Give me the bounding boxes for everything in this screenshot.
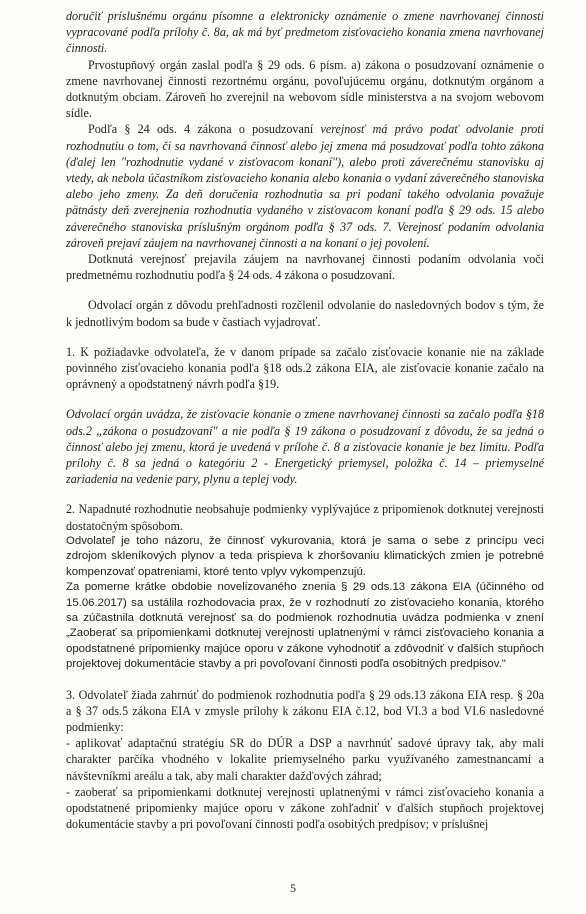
point-2-heading: 2. Napadnuté rozhodnutie neobsahuje podmienky vyplývajúce z pripomienok dotknutej verejnosti dostatočným spôsobom. xyxy=(66,502,544,533)
legal-quote-intro: Podľa § 24 ods. 4 zákona o posudzovaní xyxy=(88,122,321,137)
paragraph-notification: Prvostupňový orgán zaslal podľa § 29 ods. 6 písm. a) zákona o posudzovaní oznámenie o zmene navrhovanej činnosti rezortnému orgánu, povoľujúcemu orgánu, dotknutým orgánom a dotknutým obciam. Zároveň ho zverejnil na webovom sídle ministerstva a na svojom webovom sídle. xyxy=(66,57,544,121)
point-2-decision-practice: Za pomerne krátke obdobie novelizovaného znenia § 29 ods.13 zákona EIA (účinného od 15.06.2017) sa ustálila rozhodovacia prax, že v rozhodnutí zo zisťovacieho konania, ktorého sa zúčastnila dotknutá verejnosť sa do podmienok rozhodnutia uvádza podmienka v znení „Zaoberať sa pripomienkami dotknutej verejnosti uplatnenými v rámci zisťovacieho konania a opodstatnené pripomienky majúce oporu v zákone vyhodnotiť a zdôvodniť v ďalších stupňoch projektovej dokumentácie stavby a pri povoľovaní činnosti podľa osobitných predpisov." xyxy=(66,581,544,671)
paragraph-continuation: doručiť príslušnému orgánu písomne a elektronicky oznámenie o zmene navrhovanej činnosti vypracované podľa prílohy č. 8a, ak má byť predmetom zisťovacieho konania zmena navrhovanej činnosti. xyxy=(66,9,544,56)
point-3-condition-1: - aplikovať adaptačnú stratégiu SR do DÚR a DSP a navrhnúť sadové úpravy tak, aby mali charakter parčíka vhodného v lokalite priemyselného parku využívaného zamestnancami a návštevníkmi areálu a tak, aby mali charakter dažďových záhrad; xyxy=(66,736,544,783)
point-1-response: Odvolací orgán uvádza, že zisťovacie konanie o zmene navrhovanej činnosti sa začalo podľa §18 ods.2 „zákona o posudzovaní" a nie podľa § 19 zákona o posudzovaní z dôvodu, že sa jedná o činnosť alebo jej zmenu, ktorá je uvedená v prílohe č. 8 a zisťovacie konanie je bez limitu. Podľa prílohy č. 8 sa jedná o kategóriu 2 - Energetický priemysel, položka č. 14 – priemyselné zariadenia na vedenie pary, plynu a teplej vody. xyxy=(66,407,544,487)
point-3-heading: 3. Odvolateľ žiada zahrnúť do podmienok rozhodnutia podľa § 29 ods.13 zákona EIA resp. § 20a a § 37 ods.5 zákona EIA v zmysle prílohy k zákonu EIA č.12, bod VI.3 a bod VI.6 nasledovné podmienky: xyxy=(66,687,544,734)
legal-quote-text: verejnosť má právo podať odvolanie proti rozhodnutiu o tom, či sa navrhovaná činnosť alebo jej zmena má posudzovať podľa tohto zákona (ďalej len "rozhodnutie vydané v zisťovacom konaní"), alebo proti záverečnému stanovisku aj vtedy, ak nebola účastníkom zisťovacieho konania alebo konania o vydaní záverečného stanoviska alebo jeho zmeny. Za deň doručenia rozhodnutia sa pri podaní takého odvolania považuje pätnásty deň zverejnenia rozhodnutia vydaného v zisťovacom konaní podľa § 29 ods. 15 alebo záverečného stanoviska príslušným orgánom podľa § 37 ods. 7. Verejnosť podaním odvolania zároveň prejaví záujem na navrhovanej činnosti a na konaní o jej povolení. xyxy=(66,122,544,250)
paragraph-appeal-structure: Odvolací orgán z dôvodu prehľadnosti rozčlenil odvolanie do nasledovných bodov s tým, že k jednotlivým bodom sa bude v častiach vyjadrovať. xyxy=(66,298,544,329)
page-number: 5 xyxy=(290,881,296,895)
paragraph-public-interest: Dotknutá verejnosť prejavila záujem na navrhovanej činnosti podaním odvolania voči predmetnému rozhodnutiu podľa § 24 ods. 4 zákona o posudzovaní. xyxy=(66,252,544,283)
point-2-appellant-opinion: Odvolateľ je toho názoru, že činnosť vykurovania, ktorá je sama o sebe z princípu veci zdrojom skleníkových plynov a teda prispieva k zhoršovaniu klimatických zmien je potrebné kompenzovať opatreniami, ktoré tento vplyv vykompenzujú. xyxy=(66,534,544,578)
point-1-heading: 1. K požiadavke odvolateľa, že v danom prípade sa začalo zisťovacie konanie nie na základe povinného zisťovacieho konania podľa §18 ods.2 zákona EIA, ale zisťovacie konanie začalo na oprávnený a opodstatnený návrh podľa §19. xyxy=(66,344,544,392)
point-3-condition-2: - zaoberať sa pripomienkami dotknutej verejnosti uplatnenými v rámci zisťovacieho konania a opodstatnené pripomienky majúce oporu v zákone zohľadniť v ďalších stupňoch projektovej dokumentácie stavby a pri povoľovaní činnosti podľa osobitých predpisov; v príslušnej xyxy=(66,784,544,832)
paragraph-legal-quote xyxy=(66,121,544,251)
document-body xyxy=(66,8,544,832)
